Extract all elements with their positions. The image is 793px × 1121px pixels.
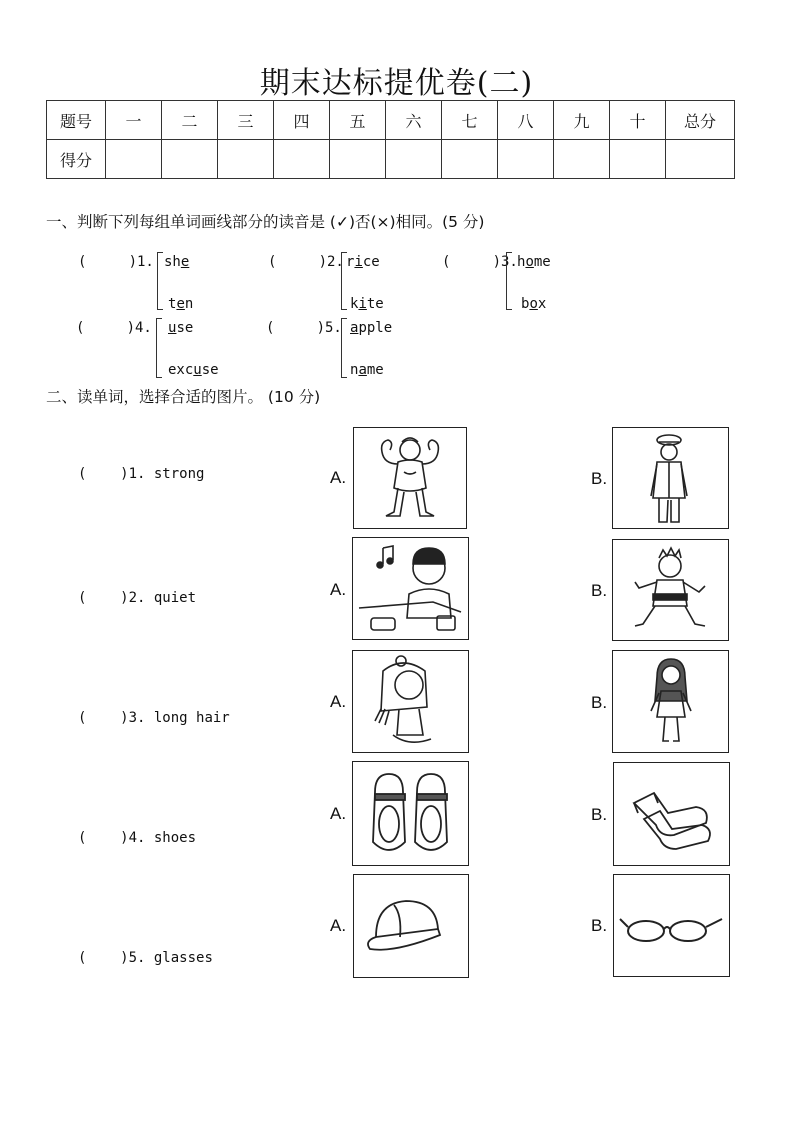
cap-icon[interactable] [353, 874, 469, 978]
question-label[interactable]: ( )1. strong [78, 466, 205, 482]
socks-icon [614, 763, 728, 863]
table-cell: 五 [330, 101, 386, 140]
table-cell: 十 [610, 101, 666, 140]
section2-heading: 二、读单词，选择合适的图片。 (10 分) [46, 388, 321, 406]
answer-paren[interactable]: ( )3. [442, 254, 518, 270]
answer-paren[interactable]: ( )2. [268, 254, 344, 270]
table-cell: 四 [274, 101, 330, 140]
long-hair-girl-icon [613, 651, 727, 751]
item-number: )5. [316, 320, 342, 336]
score-cell[interactable] [610, 140, 666, 179]
quiet-girl-reading-icon [353, 538, 467, 638]
score-cell[interactable] [274, 140, 330, 179]
answer-paren[interactable]: ( )4. [76, 320, 152, 336]
score-cell[interactable] [666, 140, 735, 179]
word: rice [346, 254, 380, 270]
option-a-label: A. [330, 468, 347, 487]
option-b-label: B. [591, 916, 608, 935]
table-cell: 得分 [47, 140, 106, 179]
section1-heading: 一、判断下列每组单词画线部分的读音是 (✓)否(×)相同。(5 分) [46, 213, 485, 231]
word: excuse [168, 362, 219, 378]
glasses-icon [614, 875, 728, 975]
item-number: )4. [126, 320, 152, 336]
shoes-icon[interactable] [352, 761, 469, 866]
word: ten [168, 296, 194, 312]
long-hair-girl-icon[interactable] [612, 650, 729, 753]
brace [341, 318, 347, 378]
option-a-label: A. [330, 692, 347, 711]
question-label[interactable]: ( )2. quiet [78, 590, 197, 606]
score-cell[interactable] [330, 140, 386, 179]
strong-man-icon[interactable] [353, 427, 467, 529]
score-input-row [47, 140, 735, 179]
answer-paren[interactable]: ( )5. [266, 320, 342, 336]
score-cell[interactable] [442, 140, 498, 179]
page-title: 期末达标提优卷(二) [259, 66, 534, 101]
curly-hair-girl-icon [353, 651, 467, 751]
glasses-icon[interactable] [613, 874, 730, 977]
score-cell[interactable] [218, 140, 274, 179]
shoes-icon [353, 762, 467, 864]
table-cell: 八 [498, 101, 554, 140]
score-header-row [47, 101, 735, 140]
word: she [164, 254, 190, 270]
brace [156, 318, 162, 378]
police-officer-icon[interactable] [612, 427, 729, 529]
option-b-label: B. [591, 581, 608, 600]
item-number: )2. [318, 254, 344, 270]
option-a-label: A. [330, 916, 347, 935]
police-officer-icon [613, 428, 727, 526]
question-label[interactable]: ( )3. long hair [78, 710, 230, 726]
option-a-label: A. [330, 580, 347, 599]
table-cell: 九 [554, 101, 610, 140]
karate-boy-icon[interactable] [612, 539, 729, 641]
option-b-label: B. [591, 693, 608, 712]
word: home [517, 254, 551, 270]
question-label[interactable]: ( )4. shoes [78, 830, 197, 846]
brace [157, 252, 163, 310]
brace [506, 252, 512, 310]
socks-icon[interactable] [613, 762, 730, 866]
item-number: )1. [128, 254, 154, 270]
word: apple [350, 320, 393, 336]
score-cell[interactable] [498, 140, 554, 179]
answer-paren[interactable]: ( )1. [78, 254, 154, 270]
table-cell: 六 [386, 101, 442, 140]
table-cell: 一 [106, 101, 162, 140]
word: box [521, 296, 547, 312]
word: kite [350, 296, 384, 312]
cap-icon [354, 875, 467, 975]
option-a-label: A. [330, 804, 347, 823]
table-cell: 题号 [47, 101, 106, 140]
question-label[interactable]: ( )5. glasses [78, 950, 213, 966]
score-table [46, 100, 735, 179]
quiet-girl-reading-icon[interactable] [352, 537, 469, 640]
table-cell: 总分 [666, 101, 735, 140]
option-b-label: B. [591, 469, 608, 488]
curly-hair-girl-icon[interactable] [352, 650, 469, 753]
karate-boy-icon [613, 540, 727, 638]
strong-man-icon [354, 428, 466, 526]
table-cell: 三 [218, 101, 274, 140]
item-number: )3. [492, 254, 518, 270]
score-cell[interactable] [162, 140, 218, 179]
table-cell: 七 [442, 101, 498, 140]
option-b-label: B. [591, 805, 608, 824]
score-cell[interactable] [554, 140, 610, 179]
word: name [350, 362, 384, 378]
score-cell[interactable] [386, 140, 442, 179]
word: use [168, 320, 194, 336]
table-cell: 二 [162, 101, 218, 140]
score-cell[interactable] [106, 140, 162, 179]
